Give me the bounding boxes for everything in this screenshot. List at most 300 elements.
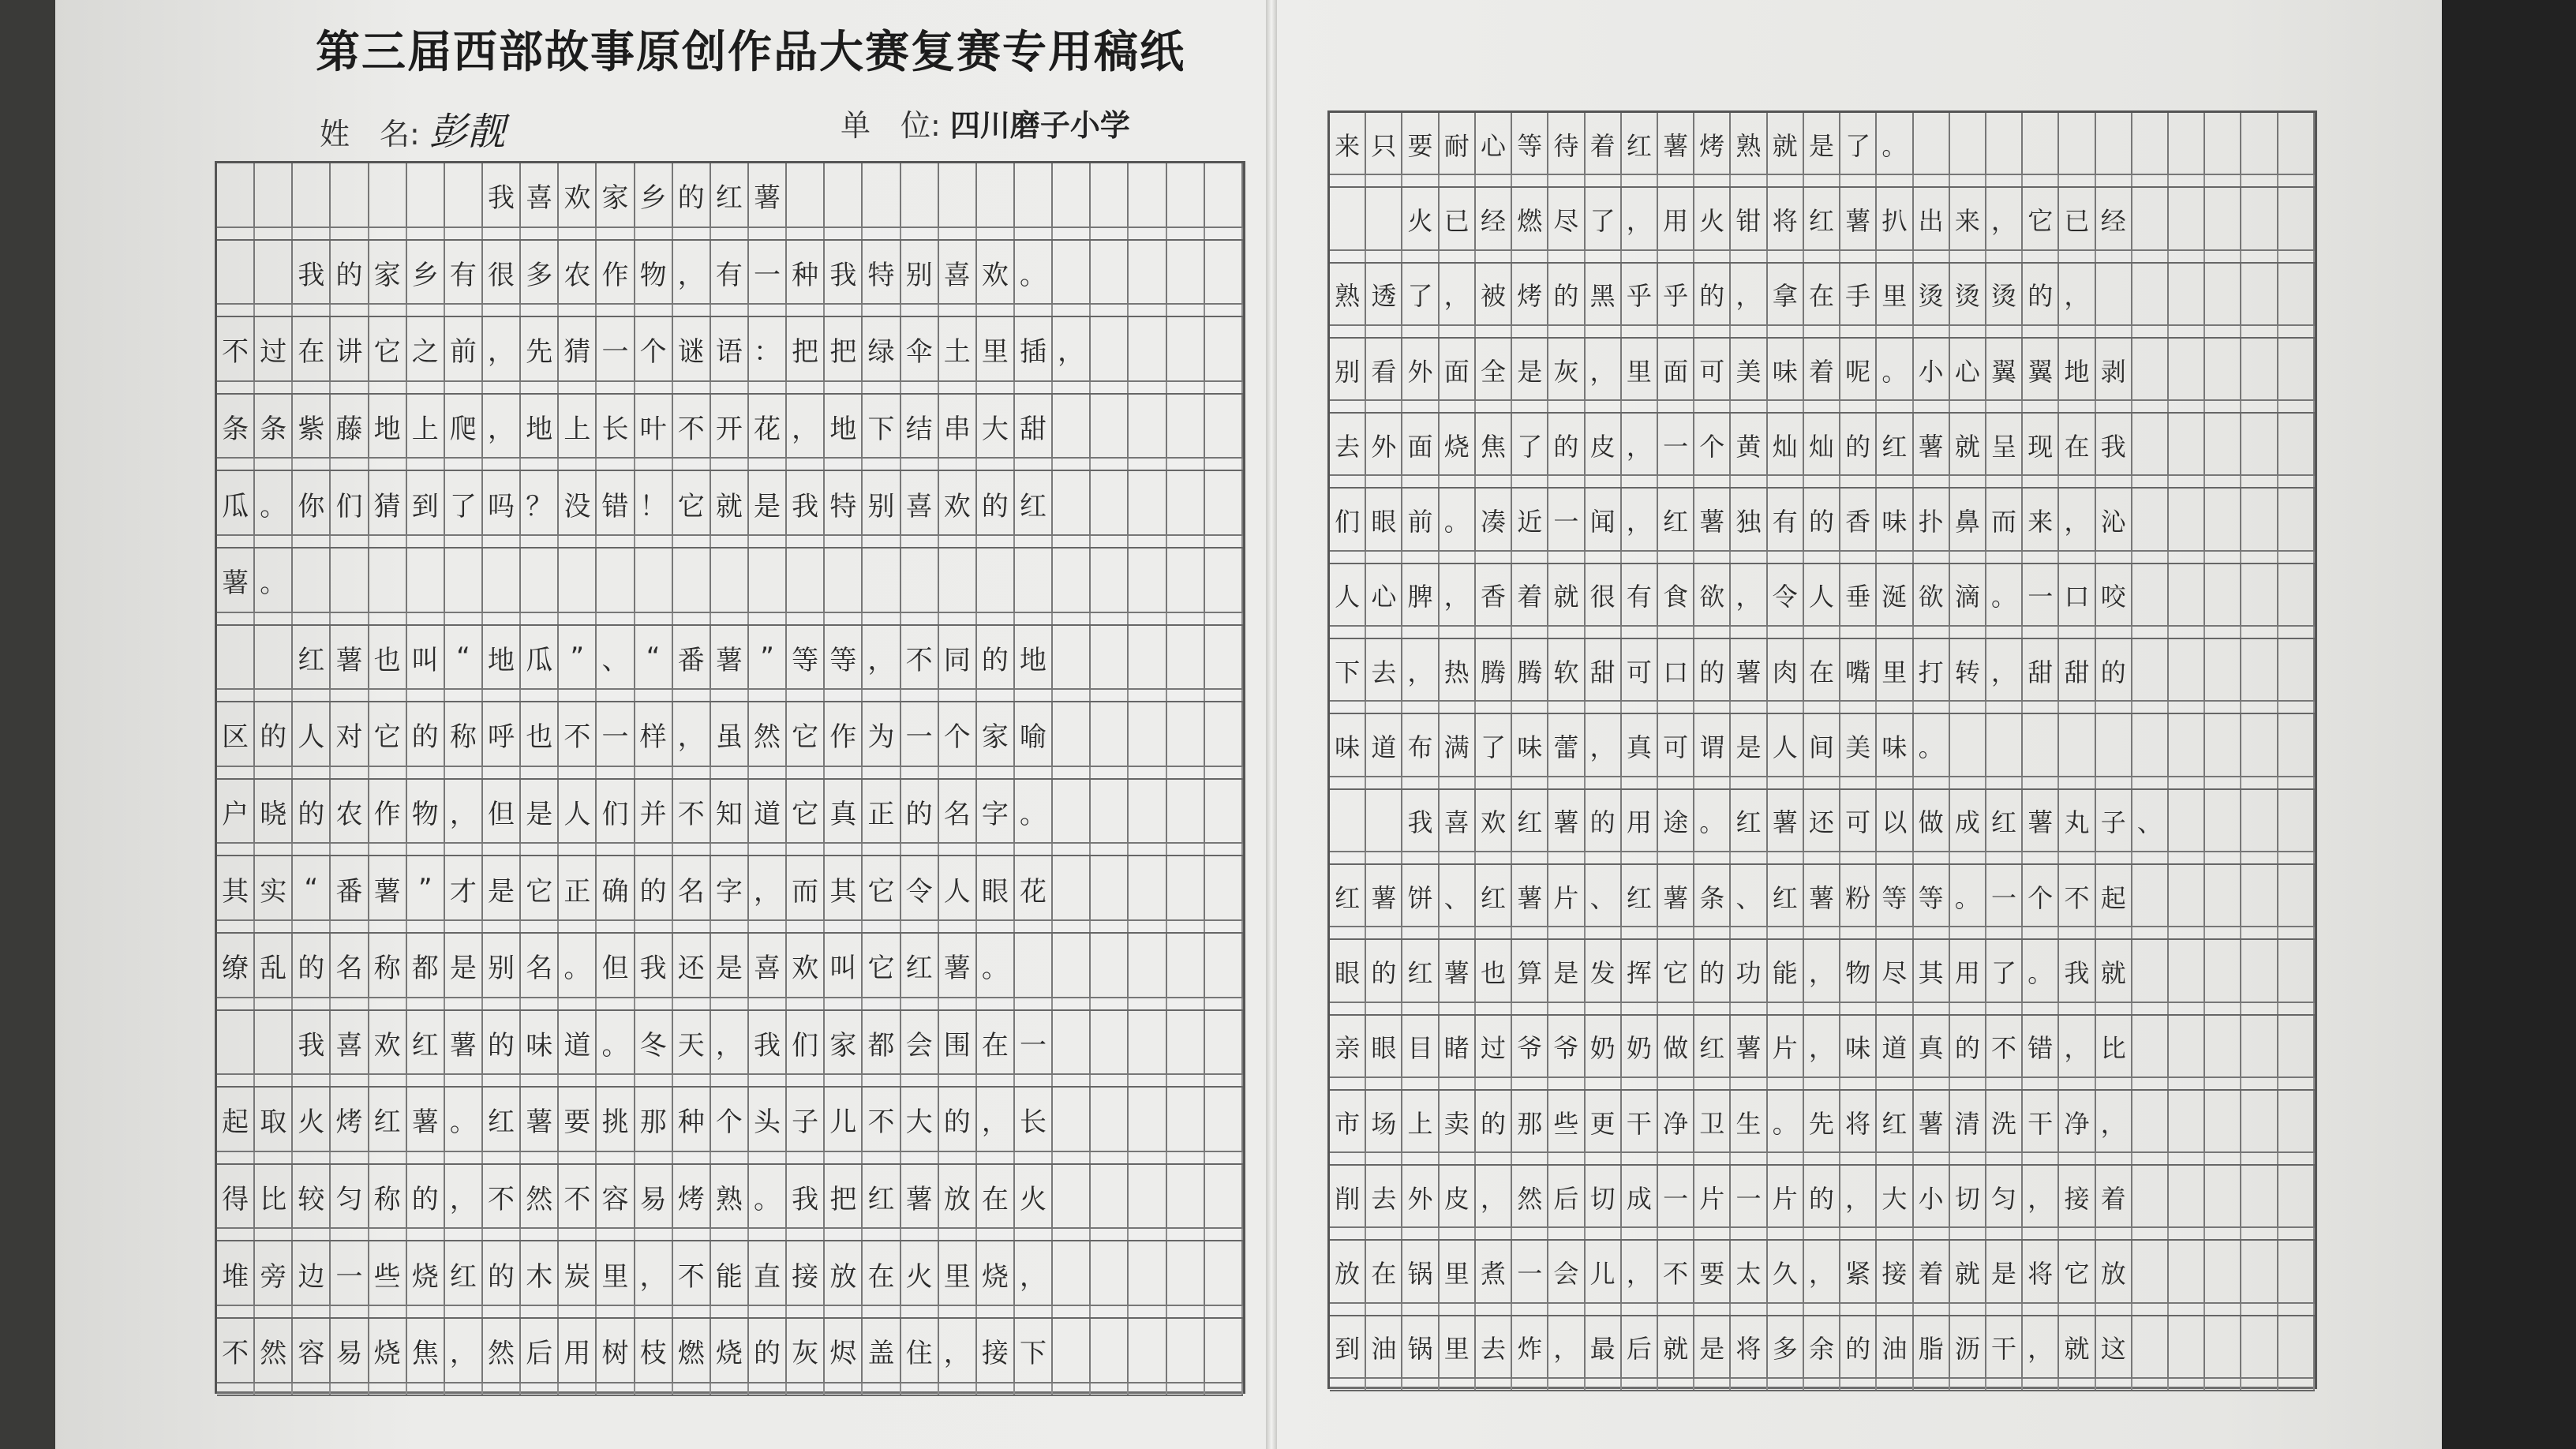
grid-row [1330, 1091, 2315, 1166]
grid-cell: 的 [1840, 1316, 1877, 1390]
grid-cell: 在 [863, 1241, 900, 1317]
grid-cell: 然 [255, 1319, 293, 1395]
grid-cell: 剥 [2096, 339, 2132, 412]
grid-cell: 红 [1986, 790, 2023, 863]
grid-row [1330, 339, 2315, 414]
grid-cell: 脂 [1914, 1316, 1950, 1390]
grid-cell: 个 [939, 702, 977, 778]
grid-cell: 的 [939, 1088, 977, 1163]
grid-cell: 是 [749, 471, 787, 547]
grid-cell: 是 [445, 934, 483, 1009]
grid-cell: ， [635, 1241, 673, 1317]
grid-cell: 谓 [1694, 714, 1731, 788]
grid-cell: 面 [1402, 414, 1439, 487]
grid-cell: 匀 [331, 1165, 369, 1241]
grid-cell: 味 [521, 1011, 559, 1087]
row-separator [217, 227, 1243, 239]
grid-cell: 就 [1548, 564, 1585, 638]
grid-cell: 挥 [1622, 940, 1658, 1013]
grid-cell: 我 [2059, 940, 2095, 1013]
grid-cell: 到 [407, 471, 445, 547]
grid-cell: 的 [293, 780, 331, 856]
grid-cell: 也 [369, 626, 407, 702]
grid-cell: 人 [1804, 564, 1840, 638]
grid-cell: ， [483, 395, 521, 470]
grid-cell: 红 [1622, 113, 1658, 186]
grid-cell: 正 [863, 780, 900, 856]
grid-cell: 薯 [1914, 414, 1950, 487]
grid-cell: 眼 [977, 856, 1015, 932]
grid-cell: 来 [1950, 188, 1986, 261]
grid-cell: 的 [1548, 264, 1585, 337]
grid-cell: 烧 [711, 1319, 749, 1395]
unit-label: 单 位: [841, 108, 941, 143]
grid-cell: 大 [977, 395, 1015, 470]
grid-cell: 的 [901, 780, 939, 856]
grid-cell: 是 [1986, 1241, 2023, 1314]
grid-cell: 眼 [1366, 489, 1402, 562]
grid-cell: 美 [1840, 714, 1877, 788]
grid-cell: 不 [673, 1241, 711, 1317]
grid-cell: 红 [483, 1088, 521, 1163]
unit-field [841, 101, 1130, 144]
grid-cell: 薯 [407, 1088, 445, 1163]
grid-cell: 油 [1366, 1316, 1402, 1390]
grid-cell: 人 [293, 702, 331, 778]
grid-cell: 灰 [1548, 339, 1585, 412]
grid-cell: 熟 [1731, 113, 1767, 186]
grid-cell: 地 [369, 395, 407, 470]
grid-cell: 灰 [787, 1319, 825, 1395]
grid-cell: 喜 [939, 241, 977, 316]
grid-cell: 、 [597, 626, 635, 702]
grid-cell: ， [1053, 317, 1091, 393]
grid-cell: 不 [483, 1165, 521, 1241]
grid-cell: 大 [1877, 1166, 1913, 1239]
grid-cell: ， [1015, 1241, 1053, 1317]
grid-cell: 我 [483, 163, 521, 239]
grid-cell: 住 [901, 1319, 939, 1395]
name-field [320, 101, 505, 155]
grid-cell: 很 [483, 241, 521, 316]
grid-cell: 焦 [1476, 414, 1512, 487]
grid-cell: 不 [1986, 1016, 2023, 1089]
grid-cell: 先 [521, 317, 559, 393]
grid-cell: 垂 [1840, 564, 1877, 638]
grid-cell: 地 [825, 395, 863, 470]
grid-cell: 取 [255, 1088, 293, 1163]
grid-cell: 不 [559, 702, 597, 778]
grid-cell: 喜 [749, 934, 787, 1009]
grid-cell: 削 [1330, 1166, 1366, 1239]
grid-cell: 外 [1402, 339, 1439, 412]
grid-cell: 做 [1658, 1016, 1694, 1089]
grid-cell: 对 [331, 702, 369, 778]
grid-cell: 那 [635, 1088, 673, 1163]
grid-cell: 番 [673, 626, 711, 702]
grid-cell: 出 [1914, 188, 1950, 261]
grid-cell: 瓜 [521, 626, 559, 702]
grid-cell: 红 [1694, 1016, 1731, 1089]
grid-cell: 场 [1366, 1091, 1402, 1164]
grid-cell: ！ [635, 471, 673, 547]
grid-cell: 之 [407, 317, 445, 393]
grid-cell: 作 [825, 702, 863, 778]
grid-cell: 脾 [1402, 564, 1439, 638]
grid-cell: 人 [1768, 714, 1804, 788]
grid-row [217, 934, 1243, 1011]
grid-cell: 用 [1658, 188, 1694, 261]
grid-cell: 大 [901, 1088, 939, 1163]
grid-cell: 用 [559, 1319, 597, 1395]
grid-cell: 前 [445, 317, 483, 393]
row-separator [1330, 1377, 2315, 1390]
grid-cell: 尽 [1548, 188, 1585, 261]
grid-cell: 插 [1015, 317, 1053, 393]
grid-cell: 真 [825, 780, 863, 856]
grid-cell: 灿 [1768, 414, 1804, 487]
grid-cell: 经 [2096, 188, 2132, 261]
grid-cell: 红 [1402, 940, 1439, 1013]
grid-row [217, 626, 1243, 703]
grid-cell: 心 [1950, 339, 1986, 412]
grid-cell: 树 [597, 1319, 635, 1395]
grid-cell: 。 [1914, 714, 1950, 788]
grid-cell: 红 [1476, 865, 1512, 938]
grid-cell: 的 [977, 626, 1015, 702]
grid-cell: 在 [1804, 639, 1840, 713]
grid-cell: 有 [445, 241, 483, 316]
grid-cell: 凑 [1476, 489, 1512, 562]
grid-cell: 谜 [673, 317, 711, 393]
grid-cell: 它 [369, 317, 407, 393]
grid-cell: 净 [1658, 1091, 1694, 1164]
grid-cell: 而 [1986, 489, 2023, 562]
grid-cell: 接 [977, 1319, 1015, 1395]
grid-cell: 。 [1768, 1091, 1804, 1164]
grid-cell: 。 [559, 934, 597, 1009]
grid-cell: 人 [559, 780, 597, 856]
grid-cell: 地 [521, 395, 559, 470]
grid-cell: 红 [863, 1165, 900, 1241]
grid-cell: 看 [1366, 339, 1402, 412]
grid-cell: 片 [1694, 1166, 1731, 1239]
grid-cell: 儿 [825, 1088, 863, 1163]
grid-row [217, 1165, 1243, 1242]
grid-cell: 藤 [331, 395, 369, 470]
grid-cell: 久 [1768, 1241, 1804, 1314]
grid-cell: 喜 [1440, 790, 1476, 863]
grid-cell: 。 [2023, 940, 2059, 1013]
grid-cell: 花 [1015, 856, 1053, 932]
grid-cell: 爬 [445, 395, 483, 470]
grid-cell: “ [293, 856, 331, 932]
grid-cell: 匀 [1986, 1166, 2023, 1239]
grid-cell: 的 [1804, 1166, 1840, 1239]
grid-cell: 乡 [407, 241, 445, 316]
grid-cell: 。 [1986, 564, 2023, 638]
grid-cell: 的 [483, 1241, 521, 1317]
grid-cell: 透 [1366, 264, 1402, 337]
grid-cell: 涎 [1877, 564, 1913, 638]
grid-cell: 虽 [711, 702, 749, 778]
grid-cell: 净 [2059, 1091, 2095, 1164]
grid-cell: 了 [1586, 188, 1622, 261]
grid-cell: 土 [939, 317, 977, 393]
grid-cell: 伞 [901, 317, 939, 393]
row-separator [1330, 776, 2315, 788]
grid-cell: 就 [1658, 1316, 1694, 1390]
grid-cell: 样 [635, 702, 673, 778]
grid-cell: ， [445, 1319, 483, 1395]
grid-cell: 成 [1950, 790, 1986, 863]
row-separator [217, 997, 1243, 1009]
background-right [2442, 0, 2576, 1449]
grid-cell: 干 [2023, 1091, 2059, 1164]
grid-cell: 干 [1986, 1316, 2023, 1390]
grid-cell: 错 [597, 471, 635, 547]
grid-cell: 红 [1330, 865, 1366, 938]
grid-cell: 切 [1586, 1166, 1622, 1239]
grid-cell: 生 [1731, 1091, 1767, 1164]
grid-cell: 洗 [1986, 1091, 2023, 1164]
grid-cell: 更 [1586, 1091, 1622, 1164]
grid-cell: 不 [1658, 1241, 1694, 1314]
row-separator [217, 1151, 1243, 1163]
grid-cell: 油 [1877, 1316, 1913, 1390]
grid-cell: 的 [1694, 639, 1731, 713]
grid-cell: 称 [369, 1165, 407, 1241]
row-separator [217, 612, 1243, 624]
grid-cell: 火 [1015, 1165, 1053, 1241]
grid-cell: 独 [1731, 489, 1767, 562]
grid-cell: 一 [1731, 1166, 1767, 1239]
grid-cell: 外 [1366, 414, 1402, 487]
grid-cell: 小 [1914, 339, 1950, 412]
grid-cell: 扒 [1877, 188, 1913, 261]
grid-cell: 子 [787, 1088, 825, 1163]
grid-cell: 道 [749, 780, 787, 856]
grid-cell: 别 [863, 471, 900, 547]
grid-cell: ， [1986, 639, 2023, 713]
grid-cell: 易 [331, 1319, 369, 1395]
grid-cell: 条 [1694, 865, 1731, 938]
grid-cell: 可 [1658, 714, 1694, 788]
grid-cell: 物 [407, 780, 445, 856]
grid-cell: 过 [1476, 1016, 1512, 1089]
grid-cell: 去 [1476, 1316, 1512, 1390]
grid-cell: 薯 [521, 1088, 559, 1163]
grid-cell: 有 [1768, 489, 1804, 562]
grid-cell: 等 [1512, 113, 1548, 186]
grid-cell: 。 [1015, 780, 1053, 856]
grid-cell: 然 [483, 1319, 521, 1395]
grid-cell: 红 [445, 1241, 483, 1317]
grid-cell: 能 [711, 1241, 749, 1317]
grid-cell: ， [863, 626, 900, 702]
grid-cell: 等 [787, 626, 825, 702]
grid-cell: 真 [1622, 714, 1658, 788]
grid-row [1330, 264, 2315, 339]
grid-cell: 吗 [483, 471, 521, 547]
grid-cell: ， [1731, 264, 1767, 337]
row-separator [217, 766, 1243, 778]
grid-cell: 它 [2059, 1241, 2095, 1314]
grid-cell: 里 [1440, 1316, 1476, 1390]
grid-cell: 布 [1402, 714, 1439, 788]
grid-cell: 但 [483, 780, 521, 856]
grid-cell: 红 [1877, 1091, 1913, 1164]
grid-cell: 不 [863, 1088, 900, 1163]
grid-cell: 有 [1622, 564, 1658, 638]
grid-cell: 一 [597, 702, 635, 778]
grid-cell: 薯 [1840, 188, 1877, 261]
grid-cell: 上 [1402, 1091, 1439, 1164]
grid-cell: ， [483, 317, 521, 393]
grid-cell: 的 [1694, 940, 1731, 1013]
grid-row [217, 1088, 1243, 1165]
left-writing-grid [215, 161, 1245, 1394]
grid-cell: 字 [977, 780, 1015, 856]
grid-cell: 要 [1402, 113, 1439, 186]
grid-cell: 肉 [1768, 639, 1804, 713]
background-left [0, 0, 63, 1449]
grid-cell: 以 [1877, 790, 1913, 863]
grid-cell: 个 [711, 1088, 749, 1163]
grid-cell: 片 [1768, 1016, 1804, 1089]
grid-row [217, 856, 1243, 934]
grid-cell: 是 [483, 856, 521, 932]
grid-cell: 后 [1622, 1316, 1658, 1390]
grid-cell: 皮 [1440, 1166, 1476, 1239]
grid-cell: 别 [1330, 339, 1366, 412]
grid-cell: 了 [1476, 714, 1512, 788]
grid-row [217, 702, 1243, 780]
grid-row [217, 241, 1243, 318]
grid-row [217, 395, 1243, 472]
grid-cell: 目 [1402, 1016, 1439, 1089]
grid-cell: 得 [217, 1165, 255, 1241]
grid-cell: 上 [559, 395, 597, 470]
grid-cell: 名 [331, 934, 369, 1009]
grid-cell: 确 [597, 856, 635, 932]
grid-cell: 你 [293, 471, 331, 547]
grid-cell: 的 [293, 934, 331, 1009]
grid-cell: 味 [1512, 714, 1548, 788]
grid-cell: 们 [331, 471, 369, 547]
grid-cell: 不 [673, 395, 711, 470]
row-separator [1330, 700, 2315, 713]
grid-cell: 薯 [1548, 790, 1585, 863]
grid-cell: 道 [559, 1011, 597, 1087]
grid-cell: 然 [521, 1165, 559, 1241]
grid-cell: 的 [635, 856, 673, 932]
grid-cell: ， [673, 241, 711, 316]
grid-cell: 的 [1366, 940, 1402, 1013]
grid-cell: 闻 [1586, 489, 1622, 562]
grid-cell: 烤 [1512, 264, 1548, 337]
grid-row [1330, 865, 2315, 940]
row-separator [1330, 324, 2315, 337]
row-separator [1330, 1226, 2315, 1239]
grid-cell: 用 [1622, 790, 1658, 863]
grid-cell: 其 [825, 856, 863, 932]
grid-cell: 起 [217, 1088, 255, 1163]
grid-cell: 在 [2059, 414, 2095, 487]
grid-cell: ， [749, 856, 787, 932]
grid-cell: 喜 [901, 471, 939, 547]
grid-cell: 农 [559, 241, 597, 316]
grid-cell: 在 [1804, 264, 1840, 337]
grid-cell: 容 [597, 1165, 635, 1241]
grid-cell: 红 [1877, 414, 1913, 487]
grid-cell: 了 [445, 471, 483, 547]
grid-cell: 的 [407, 702, 445, 778]
grid-cell: 就 [711, 471, 749, 547]
grid-cell: 道 [1366, 714, 1402, 788]
grid-cell: 翼 [1986, 339, 2023, 412]
grid-row [217, 780, 1243, 857]
grid-cell: 薯 [749, 163, 787, 239]
grid-cell: 们 [1330, 489, 1366, 562]
grid-row [1330, 489, 2315, 564]
grid-cell: 香 [1476, 564, 1512, 638]
grid-cell: 鼻 [1950, 489, 1986, 562]
grid-cell: 它 [863, 934, 900, 1009]
grid-cell: 。 [1015, 241, 1053, 316]
grid-row [1330, 790, 2315, 865]
grid-cell: 的 [1804, 489, 1840, 562]
grid-cell: 心 [1476, 113, 1512, 186]
grid-row [1330, 188, 2315, 263]
grid-cell: 皮 [1586, 414, 1622, 487]
grid-cell: ， [2096, 1091, 2132, 1164]
grid-cell: 其 [217, 856, 255, 932]
grid-cell: 我 [749, 1011, 787, 1087]
row-separator [1330, 550, 2315, 563]
grid-cell: ” [559, 626, 597, 702]
grid-cell: 乎 [1658, 264, 1694, 337]
grid-cell: 旁 [255, 1241, 293, 1317]
grid-cell: 很 [1586, 564, 1622, 638]
grid-cell: 一 [1658, 1166, 1694, 1239]
grid-cell: ， [445, 780, 483, 856]
grid-cell: ， [2023, 1316, 2059, 1390]
grid-cell: 可 [1840, 790, 1877, 863]
grid-cell: 香 [1840, 489, 1877, 562]
grid-cell: 里 [977, 317, 1015, 393]
grid-cell: 都 [407, 934, 445, 1009]
grid-cell: 名 [521, 934, 559, 1009]
row-separator [1330, 249, 2315, 262]
grid-cell: 经 [1476, 188, 1512, 261]
grid-cell: 了 [1512, 414, 1548, 487]
grid-cell: 了 [1402, 264, 1439, 337]
grid-cell: 花 [749, 395, 787, 470]
grid-cell: 木 [521, 1241, 559, 1317]
grid-cell: 放 [1330, 1241, 1366, 1314]
grid-cell: 番 [331, 856, 369, 932]
grid-cell: 些 [1548, 1091, 1585, 1164]
grid-cell: 了 [1840, 113, 1877, 186]
grid-cell: 是 [1512, 339, 1548, 412]
grid-cell: 冬 [635, 1011, 673, 1087]
grid-row [1330, 1016, 2315, 1091]
grid-cell: 是 [1804, 113, 1840, 186]
grid-cell: 令 [901, 856, 939, 932]
grid-cell: 烧 [977, 1241, 1015, 1317]
grid-cell: 接 [2059, 1166, 2095, 1239]
